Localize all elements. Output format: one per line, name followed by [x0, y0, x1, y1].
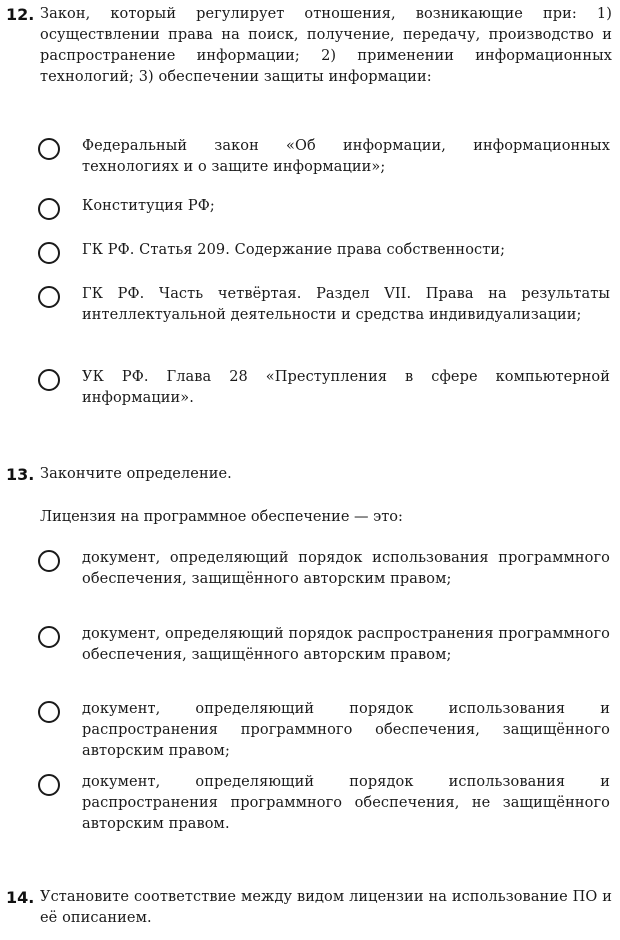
question-number: 14. [6, 888, 35, 907]
question-number: 12. [6, 5, 35, 24]
radio-button[interactable] [38, 138, 60, 160]
definition-prompt: Лицензия на программное обеспечение — это: [40, 509, 403, 525]
question-number: 13. [6, 465, 35, 484]
radio-button[interactable] [38, 286, 60, 308]
question-text: Закончите определение. [40, 466, 232, 482]
radio-button[interactable] [38, 626, 60, 648]
radio-button[interactable] [38, 774, 60, 796]
option-text: документ, определяющий порядок использования программного обеспечения, защищённого авторским правом; [82, 550, 610, 587]
question-12-option-3[interactable] [38, 240, 610, 264]
radio-button[interactable] [38, 550, 60, 572]
question-12-option-1[interactable] [38, 136, 610, 178]
option-text: ГК РФ. Статья 209. Содержание права собственности; [82, 242, 506, 258]
radio-button[interactable] [38, 242, 60, 264]
radio-button[interactable] [38, 369, 60, 391]
question-13-option-2[interactable] [38, 624, 610, 666]
option-text: документ, определяющий порядок использования и распространения программного обеспечения, защищённого авторским правом; [82, 701, 610, 759]
option-text: документ, определяющий порядок распространения программного обеспечения, защищённого авторским правом; [82, 626, 610, 663]
option-text: Федеральный закон «Об информации, информационных технологиях и о защите информации»; [82, 138, 610, 175]
question-14 [6, 887, 612, 929]
option-text: Конституция РФ; [82, 198, 215, 214]
question-12-option-5[interactable] [38, 367, 610, 409]
radio-button[interactable] [38, 701, 60, 723]
option-text: УК РФ. Глава 28 «Преступления в сфере компьютерной информации». [82, 369, 610, 406]
option-text: документ, определяющий порядок использования и распространения программного обеспечения, не защищённого авторским правом. [82, 774, 610, 832]
question-13-option-4[interactable] [38, 772, 610, 835]
option-text: ГК РФ. Часть четвёртая. Раздел VII. Права на результаты интеллектуальной деятельности и средства индивидуализации; [82, 286, 610, 323]
question-12-option-2[interactable] [38, 196, 610, 220]
question-13-option-1[interactable] [38, 548, 610, 590]
question-12 [6, 4, 612, 88]
question-text: Установите соответствие между видом лицензии на использование ПО и её описанием. [40, 889, 612, 926]
radio-button[interactable] [38, 198, 60, 220]
question-12-option-4[interactable] [38, 284, 610, 326]
question-text: Закон, который регулирует отношения, возникающие при: 1) осуществлении права на поиск, получение, передачу, производство и распространение информации; 2) применении информационных технологий; 3) обеспечении защиты информации: [40, 6, 612, 85]
question-13-option-3[interactable] [38, 699, 610, 762]
question-13 [6, 464, 612, 485]
